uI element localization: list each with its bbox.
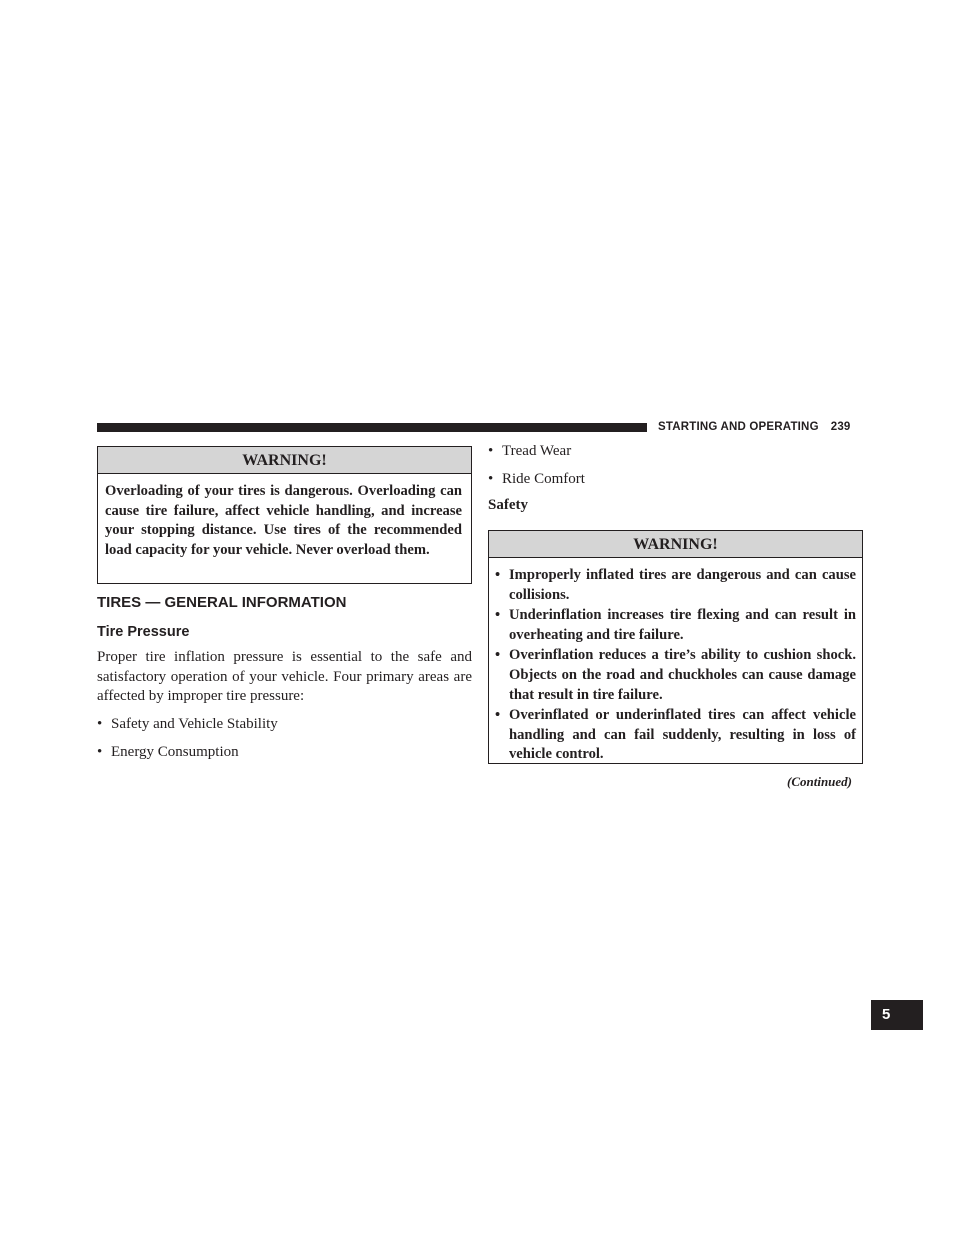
warning-text: Overloading of your tires is dangerous. Overloading can cause tire failure, affect vehicle handling, and increase your stopping distance. Use tires of the recommended load capacity for your vehicle. Never overload them. xyxy=(105,483,462,558)
header-rule xyxy=(97,423,647,432)
body-paragraph: Proper tire inflation pressure is essential to the safe and satisfactory operation of your vehicle. Four primary areas are affected by improper tire pressure: xyxy=(97,649,472,705)
section-title: STARTING AND OPERATING xyxy=(658,421,819,433)
warning-title: WARNING! xyxy=(489,531,862,558)
warning-list-item: • Improperly inflated tires are dangerous and can cause collisions. xyxy=(495,566,856,605)
bullet-icon: • xyxy=(97,716,103,732)
list-item: • Safety and Vehicle Stability xyxy=(97,716,278,732)
section-heading: TIRES — GENERAL INFORMATION xyxy=(97,594,347,611)
page-number: 239 xyxy=(830,421,851,433)
warning-list-item: • Overinflated or underinflated tires can affect vehicle handling and can fail suddenly, resulting in loss of vehicle control. xyxy=(495,706,856,765)
safety-heading: Safety xyxy=(488,497,528,513)
warning-body xyxy=(489,558,862,765)
bullet-icon: • xyxy=(488,443,494,459)
overload-warning-box xyxy=(97,446,472,584)
warning-title: WARNING! xyxy=(98,447,471,474)
list-item: • Tread Wear xyxy=(488,443,572,459)
warning-list-item: • Underinflation increases tire flexing and can result in overheating and tire failure. xyxy=(495,606,856,645)
subsection-heading: Tire Pressure xyxy=(97,624,190,640)
bullet-icon: • xyxy=(488,471,494,487)
continued-note: (Continued) xyxy=(787,774,853,789)
running-header xyxy=(658,419,851,435)
list-item: • Ride Comfort xyxy=(488,471,585,487)
bullet-icon: • xyxy=(97,744,103,760)
inflation-warning-box xyxy=(488,530,863,764)
list-item: • Energy Consumption xyxy=(97,744,239,760)
warning-list xyxy=(495,566,856,765)
warning-list-item: • Overinflation reduces a tire’s ability to cushion shock. Objects on the road and chuckholes can cause damage that result in tire failure. xyxy=(495,646,856,705)
chapter-tab: 5 xyxy=(871,1000,923,1030)
